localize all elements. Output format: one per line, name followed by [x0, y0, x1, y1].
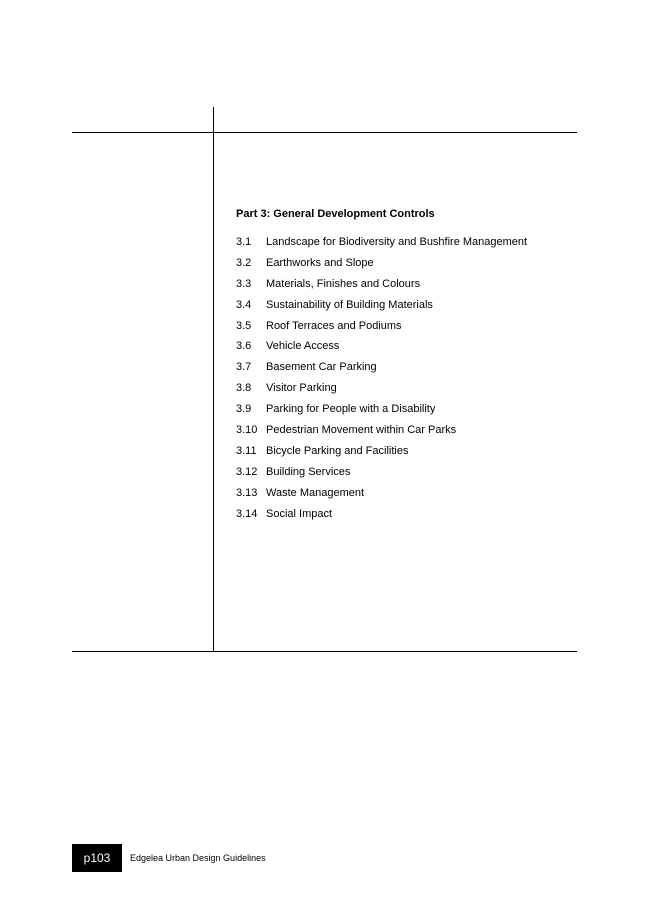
toc-item [236, 382, 527, 403]
toc-item-label: Visitor Parking [266, 382, 337, 395]
toc-item [236, 320, 527, 341]
toc-item [236, 278, 527, 299]
toc-item-number: 3.12 [236, 465, 258, 478]
toc-item-label: Sustainability of Building Materials [266, 298, 433, 311]
toc-item-label: Roof Terraces and Podiums [266, 319, 402, 332]
toc-item-number: 3.7 [236, 361, 252, 374]
toc-item [236, 257, 527, 278]
toc-item [236, 508, 527, 529]
page-number-badge: p103 [72, 844, 122, 872]
toc-item-label: Landscape for Biodiversity and Bushfire Management [266, 236, 528, 248]
toc-item-label: Social Impact [266, 507, 333, 520]
toc-item-label: Materials, Finishes and Colours [266, 277, 421, 290]
toc-item-number: 3.10 [236, 424, 258, 437]
toc-item [236, 299, 527, 320]
toc-item-label: Vehicle Access [266, 340, 340, 353]
toc-item-number: 3.8 [236, 382, 252, 395]
toc-item-number: 3.4 [236, 298, 252, 311]
toc-item-number: 3.11 [236, 444, 257, 457]
toc-item-number: 3.2 [236, 256, 252, 269]
toc-item-number: 3.3 [236, 277, 252, 290]
table-of-contents [236, 236, 527, 528]
toc-item-number: 3.13 [236, 486, 258, 499]
toc-item-number: 3.1 [236, 236, 252, 248]
toc-item-label: Parking for People with a Disability [266, 403, 436, 416]
footer-document-title: Edgelea Urban Design Guidelines [130, 853, 266, 863]
toc-item-label: Pedestrian Movement within Car Parks [266, 424, 457, 437]
toc-item [236, 466, 527, 487]
toc-item-number: 3.14 [236, 507, 258, 520]
rule-bottom [72, 651, 577, 652]
toc-item-label: Earthworks and Slope [266, 256, 374, 269]
column-divider-vertical [213, 107, 214, 651]
toc-item [236, 487, 527, 508]
toc-item [236, 340, 527, 361]
toc-item [236, 424, 527, 445]
toc-item [236, 361, 527, 382]
toc-item-label: Waste Management [266, 486, 365, 499]
toc-item-label: Bicycle Parking and Facilities [266, 444, 409, 457]
toc-item [236, 403, 527, 424]
toc-item [236, 236, 527, 257]
toc-item [236, 445, 527, 466]
toc-item-label: Basement Car Parking [266, 361, 377, 374]
toc-item-number: 3.5 [236, 319, 252, 332]
toc-item-label: Building Services [266, 465, 351, 478]
section-title: Part 3: General Development Controls [236, 208, 435, 220]
toc-item-number: 3.6 [236, 340, 252, 353]
rule-top [72, 132, 577, 133]
toc-item-number: 3.9 [236, 403, 252, 416]
